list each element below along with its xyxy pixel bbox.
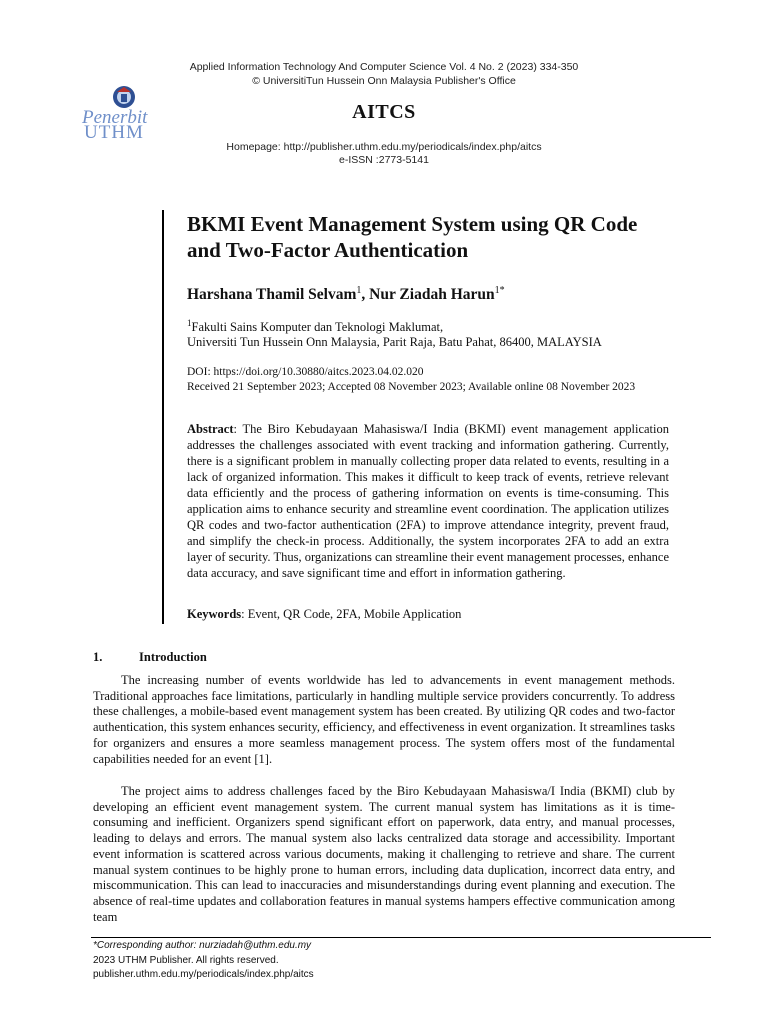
abstract-label: Abstract: [187, 422, 234, 436]
author-superscript: 1*: [494, 285, 505, 296]
abstract: [187, 421, 669, 581]
journal-eissn: e-ISSN :2773-5141: [339, 154, 429, 166]
dates-line: Received 21 September 2023; Accepted 08 November 2023; Available online 08 November 2023: [187, 381, 636, 393]
body-paragraph: The increasing number of events worldwide has led to advancements in event management methods. Traditional approaches face limitations, particularly in handling multiple service providers concurrently. To address these challenges, a mobile-based event management system has been created. By utilizing QR codes and two-factor authentication, this system enhances security, efficiency, and effectiveness in event organization. It streamlines tasks for organizers and ensures a more seamless management process. The system offers most of the fundamental capabilities needed for an event [1].: [93, 673, 675, 766]
body-paragraph: The project aims to address challenges faced by the Biro Kebudayaan Mahasiswa/I India (BKMI) club by developing an efficient event management system. The current manual system has limitations as it is time-consuming and inefficient. Organizers spend significant effort on paperwork, data entry, and manual processes, leading to delays and errors. The manual system also lacks centralized data storage and accessibility. Important event information is scattered across various documents, making it challenging to retrieve and share. The current manual system continues to be highly prone to human errors, including data duplication, incorrect data entry, and miscommunication. This can lead to inaccuracies and misunderstandings during event planning and execution. The absence of real-time updates and collaboration features in manual systems hampers effective communication among team: [93, 784, 675, 924]
logo-word-penerbit: Penerbit: [82, 107, 148, 128]
journal-citation: Applied Information Technology And Computer Science Vol. 4 No. 2 (2023) 334-350: [189, 61, 579, 73]
title-block-rule: [162, 210, 164, 624]
abstract-text: : The Biro Kebudayaan Mahasiswa/I India (BKMI) event management application addresses the challenges associated with event tracking and information gathering. Currently, there is a significant problem in manually collecting proper data related to events, resulting in a lack of organized information. This makes it difficult to keep track of events, retrieve relevant data efficiently and the process of gathering information on events is time-consuming. This application aims to enhance security and streamline event coordination. The application utilizes QR codes and two-factor authentication (2FA) to improve attendance integrity, prevent fraud, and simplify the check-in process. Additionally, the system incorporates 2FA to add an extra layer of security. Thus, organizations can streamline their event management processes, enhance data accuracy, and save significant time and effort in information gathering.: [187, 422, 669, 580]
keywords-label: Keywords: [187, 607, 242, 621]
article-title: BKMI Event Management System using QR Code and Two-Factor Authentication: [187, 212, 638, 262]
author-list: [187, 285, 505, 304]
footnote-rule: [91, 937, 711, 938]
journal-url[interactable]: publisher.uthm.edu.my/periodicals/index.php/aitcs: [93, 969, 314, 980]
keywords: [187, 607, 461, 622]
section-number: 1.: [93, 650, 103, 664]
author-superscript: 1: [356, 285, 362, 296]
author-separator: ,: [361, 286, 370, 304]
affiliation-superscript: 1: [187, 318, 192, 328]
author-name: Harshana Thamil Selvam: [187, 286, 357, 304]
section-title: Introduction: [139, 650, 207, 664]
keywords-text: : Event, QR Code, 2FA, Mobile Application: [241, 607, 462, 621]
affiliation-line: [187, 318, 707, 335]
logo-word-uthm: UTHM: [84, 122, 144, 143]
corresponding-author: *Corresponding author: nurziadah@uthm.edu.my: [93, 940, 312, 951]
affiliation-line: Universiti Tun Hussein Onn Malaysia, Parit Raja, Batu Pahat, 86400, MALAYSIA: [187, 335, 602, 349]
doi-line[interactable]: DOI: https://doi.org/10.30880/aitcs.2023.04.02.020: [187, 366, 424, 378]
publisher-line: © UniversitiTun Hussein Onn Malaysia Publisher's Office: [252, 75, 516, 87]
journal-acronym: AITCS: [352, 101, 416, 123]
author-name: Nur Ziadah Harun: [369, 286, 495, 304]
affiliation-text: Fakulti Sains Komputer dan Teknologi Maklumat,: [191, 320, 444, 335]
journal-homepage[interactable]: Homepage: http://publisher.uthm.edu.my/periodicals/index.php/aitcs: [226, 141, 542, 153]
copyright-line: 2023 UTHM Publisher. All rights reserved.: [93, 955, 279, 966]
